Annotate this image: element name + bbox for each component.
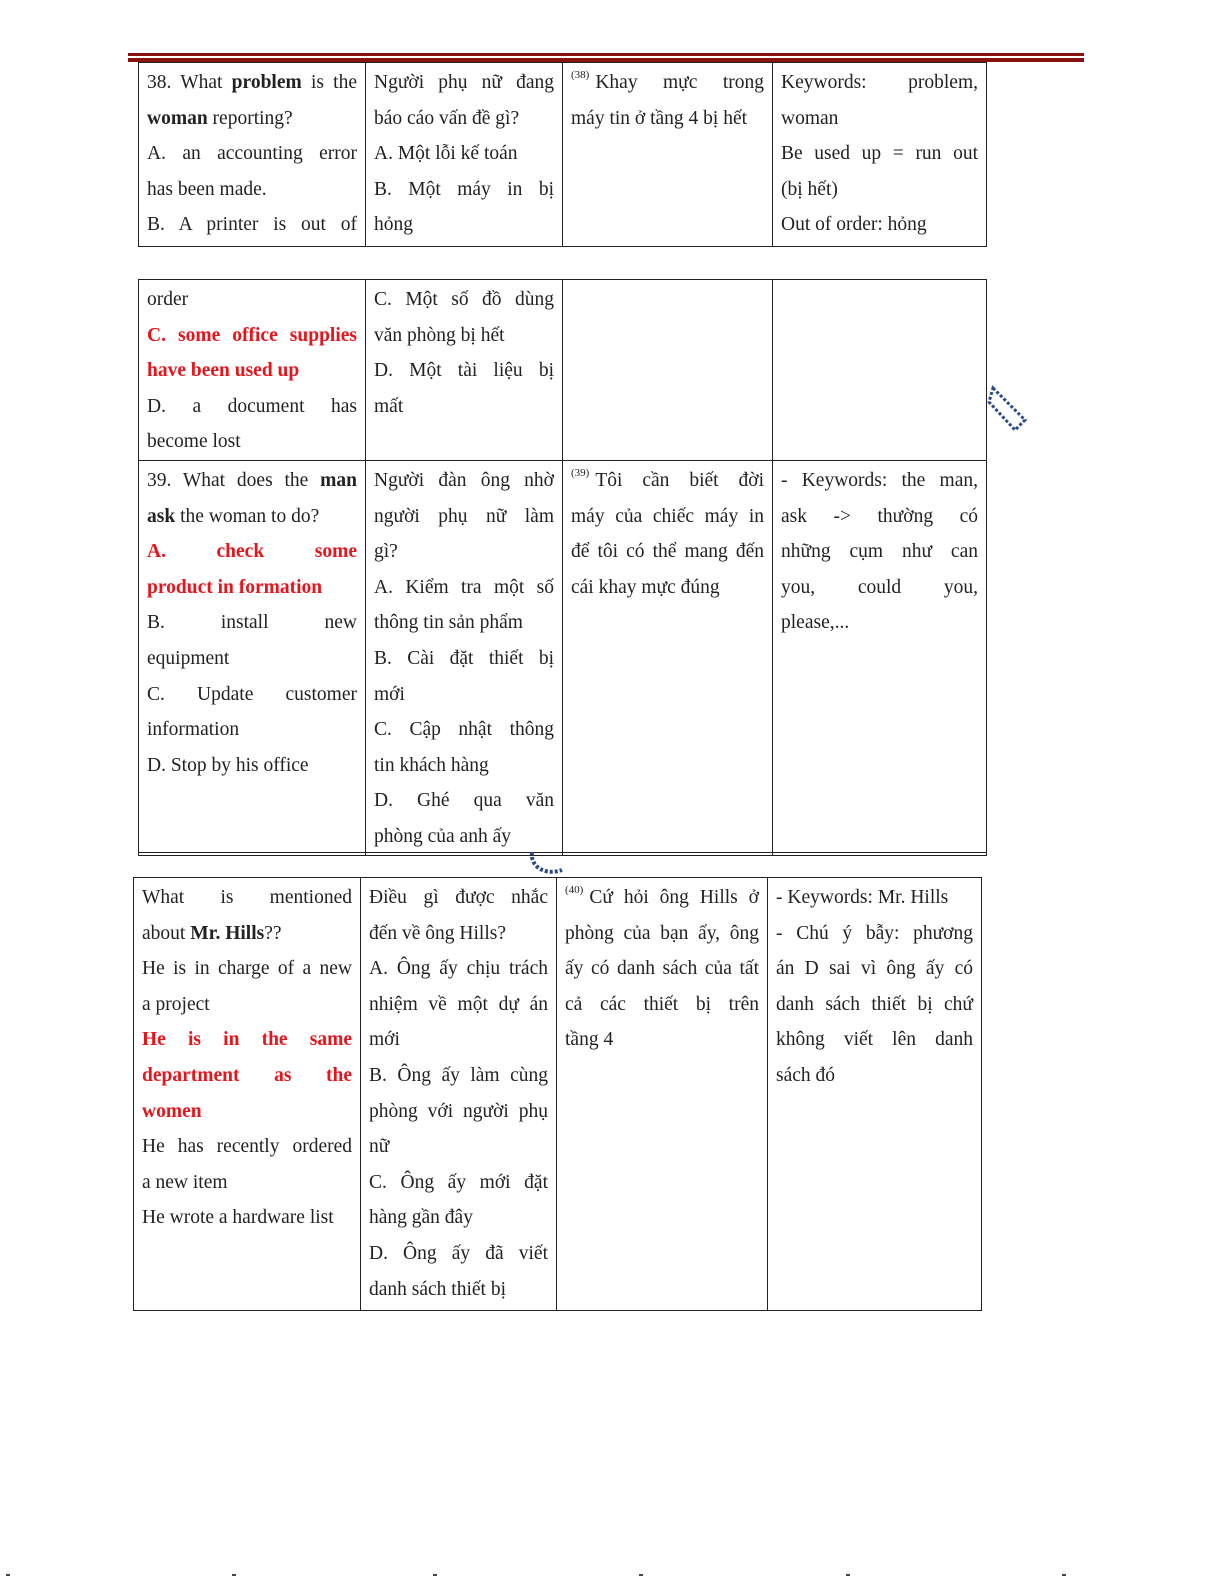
q40-translation-cell: Điều gì được nhắc đến về ông Hills? A. Ông ấy chịu trách nhiệm về một dự án mới B. Ông ấy làm cùng phòng với người phụ nữ C. Ông ấy mới đặt hàng gần đây D. Ông ấy đã viết danh sách thiết bị (361, 878, 557, 1311)
correct-answer-cont: department as the (142, 1064, 352, 1086)
q38-notes-cell: Keywords: problem, woman Be used up = run out (bị hết) Out of order: hỏng (773, 63, 987, 247)
q38-question-cell: 38. What problem is the woman reporting? A. an accounting error has been made. B. A printer is out of (139, 63, 366, 247)
option-c: C. Update customer (147, 683, 357, 705)
q38-translation-cell: Người phụ nữ đang báo cáo vấn đề gì? A. Một lỗi kế toán B. Một máy in bị hỏng (366, 63, 563, 247)
option-d: D. Stop by his office (147, 754, 309, 776)
q38-question-cell-cont: order C. some office supplies have been used up D. a document has become lost (139, 280, 366, 461)
option-a: A. an accounting error (147, 143, 357, 165)
transcript-number: (39) (571, 466, 590, 479)
transcript-number: (40) (565, 884, 584, 896)
option-c: He has recently ordered (142, 1136, 352, 1158)
correct-answer: C. some office supplies (147, 324, 357, 346)
bottom-edge-marks (0, 1568, 1225, 1585)
q40-table (133, 877, 982, 1311)
option-d: He wrote a hardware list (142, 1207, 334, 1229)
correct-answer-cont: women (142, 1100, 202, 1122)
table-row (139, 63, 987, 247)
q38-q39-table (138, 279, 987, 856)
q38-translation-cell-cont: C. Một số đồ dùng văn phòng bị hết D. Một tài liệu bị mất (366, 280, 563, 461)
empty-cell (563, 280, 773, 461)
q40-transcript-cell: $^{(40)}$ Cứ hỏi ông Hills ở phòng của bạn ấy, ông ấy có danh sách của tất cả các thiết bị trên tầng 4 (557, 878, 768, 1311)
option-a: He is in charge of a new (142, 958, 352, 980)
correct-answer-cont: product in formation (147, 576, 323, 598)
table-row (134, 878, 982, 1311)
q38-transcript-cell: $^{(38)}$ Khay mực trong máy tin ở tầng 4 bị hết (563, 63, 773, 247)
watermark-fragment-icon (526, 848, 568, 878)
transcript-number: (38) (571, 69, 590, 81)
option-b: B. install new (147, 612, 357, 634)
q39-notes-cell: - Keywords: the man, ask -> thường có những cụm như can you, could you, please,... (773, 460, 987, 855)
q38-table-part1 (138, 62, 987, 247)
empty-cell (773, 280, 987, 461)
q40-question-cell: What is mentioned about Mr. Hills?? He is in charge of a new a project He is in the same department as the women He has recently ordered a new item He wrote a hardware list (134, 878, 361, 1311)
q39-transcript-cell: $^{(39)}$ Tôi cần biết đời máy của chiếc máy in để tôi có thể mang đến cái khay mực đúng (563, 460, 773, 855)
correct-answer: A. check some (147, 541, 357, 563)
q39-question-cell: 39. What does the man ask the woman to do? A. check some product in formation B. install new equipment C. Update customer information D. Stop by his office (139, 460, 366, 855)
option-b: B. A printer is out of (147, 214, 357, 236)
option-d: D. a document has (147, 395, 357, 417)
header-rule-thin (128, 53, 1084, 56)
table-row (139, 460, 987, 855)
q39-translation-cell: Người đàn ông nhờ người phụ nữ làm gì? A. Kiểm tra một số thông tin sản phẩm B. Cài đặt thiết bị mới C. Cập nhật thông tin khách hàng D. Ghé qua văn phòng của anh ấy (366, 460, 563, 855)
correct-answer-cont: have been used up (147, 360, 300, 382)
correct-answer: He is in the same (142, 1029, 352, 1051)
q40-notes-cell: - Keywords: Mr. Hills - Chú ý bẫy: phương án D sai vì ông ấy có danh sách thiết bị chứ không viết lên danh sách đó (768, 878, 982, 1311)
watermark-fragment-icon (985, 380, 1030, 440)
table-row (139, 280, 987, 461)
